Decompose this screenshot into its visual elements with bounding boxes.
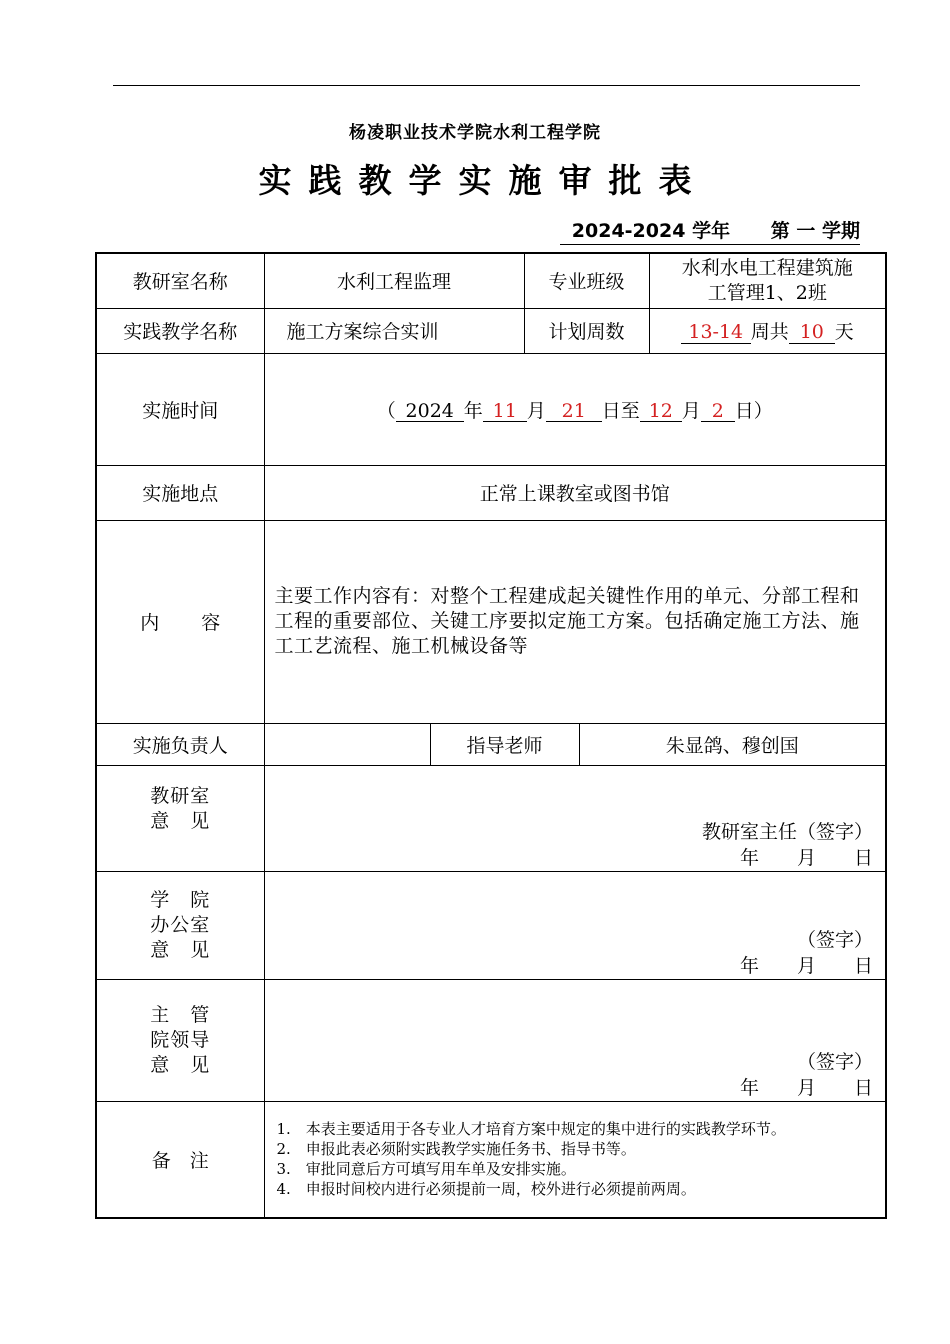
college-label-3: 意 见 <box>150 938 211 961</box>
days-unit: 天 <box>834 321 854 343</box>
end-day: 2 <box>701 401 735 423</box>
row-notes <box>96 1101 886 1218</box>
start-month: 11 <box>483 401 527 423</box>
academic-term-line <box>560 216 860 245</box>
leader-label: 实施负责人 <box>96 723 264 765</box>
weeks-label: 计划周数 <box>524 308 649 353</box>
approval-form-table <box>95 252 887 1219</box>
college-date: 年 月 日 <box>740 954 874 977</box>
dept-opinion-label-1: 教研室 <box>150 785 211 807</box>
dept-value: 水利工程监理 <box>264 253 524 308</box>
college-sign: （签字） <box>797 928 874 951</box>
time-label: 实施时间 <box>96 353 264 465</box>
term-prefix: 第 <box>770 220 790 242</box>
page-title: 实践教学实施审批表 <box>258 161 709 200</box>
course-label: 实践教学名称 <box>96 308 264 353</box>
academic-year: 2024-2024 <box>571 220 686 242</box>
row-leader-opinion <box>96 979 886 1101</box>
college-opinion-cell <box>264 871 886 979</box>
month-unit: 月 <box>526 399 546 422</box>
dept-opinion-label-2: 意 见 <box>150 810 211 832</box>
content-value: 主要工作内容有：对整个工程建成起关键性作用的单元、分部工程和工程的重要部位、关键工序要拟定施工方案。包括确定施工方法、施工工艺流程、施工机械设备等 <box>264 520 886 723</box>
content-label-1: 内 <box>140 612 160 634</box>
note-item: 3. 审批同意后方可填写用车单及安排实施。 <box>276 1160 576 1179</box>
note-item: 2. 申报此表必须附实践教学实施任务书、指导书等。 <box>276 1140 636 1159</box>
class-label: 专业班级 <box>524 253 649 308</box>
day-unit-to: 日至 <box>601 399 640 422</box>
year-unit: 年 <box>463 399 483 422</box>
end-day-unit: 日） <box>734 399 773 422</box>
course-value: 施工方案综合实训 <box>264 308 524 353</box>
days-value: 10 <box>789 322 835 344</box>
term-suffix: 学期 <box>821 220 860 242</box>
time-open: （ <box>376 399 396 422</box>
leader-value <box>264 723 430 765</box>
teacher-value: 朱显鸽、穆创国 <box>579 723 886 765</box>
academic-year-label: 学年 <box>692 220 731 242</box>
top-rule <box>113 85 860 86</box>
start-year: 2024 <box>396 401 464 423</box>
term-number: 一 <box>796 220 816 242</box>
end-month-unit: 月 <box>681 399 701 422</box>
row-dept-opinion <box>96 765 886 871</box>
leader-opinion-cell <box>264 979 886 1101</box>
leader-date: 年 月 日 <box>740 1076 874 1099</box>
college-label-1: 学 院 <box>150 888 211 911</box>
content-label-2: 容 <box>201 612 221 634</box>
end-month: 12 <box>640 401 682 423</box>
leader-op-label-2: 院领导 <box>150 1028 211 1051</box>
row-time <box>96 353 886 465</box>
dept-date: 年 月 日 <box>740 846 874 869</box>
place-label: 实施地点 <box>96 465 264 520</box>
row-course <box>96 308 886 353</box>
notes-label: 备 注 <box>96 1101 264 1218</box>
row-place <box>96 465 886 520</box>
note-item: 1. 本表主要适用于各专业人才培育方案中规定的集中进行的实践教学环节。 <box>276 1120 786 1139</box>
notes-cell <box>264 1101 886 1218</box>
note-item: 4. 申报时间校内进行必须提前一周，校外进行必须提前两周。 <box>276 1180 696 1199</box>
class-value-line2: 工管理1、2班 <box>707 281 827 304</box>
class-value-line1: 水利水电工程建筑施 <box>681 256 853 279</box>
weeks-value: 13-14 <box>681 322 751 344</box>
start-day: 21 <box>546 401 602 423</box>
leader-sign: （签字） <box>797 1050 874 1073</box>
dept-label: 教研室名称 <box>96 253 264 308</box>
row-content <box>96 520 886 723</box>
leader-op-label-1: 主 管 <box>150 1003 211 1026</box>
class-value <box>649 253 886 308</box>
weeks-mid: 周共 <box>750 321 789 343</box>
school-name: 杨凌职业技术学院水利工程学院 <box>349 123 601 143</box>
dept-sign: 教研室主任（签字） <box>702 820 874 843</box>
time-value <box>264 353 886 465</box>
leader-opinion-label <box>96 979 264 1101</box>
weeks-value-cell <box>649 308 886 353</box>
college-opinion-label <box>96 871 264 979</box>
leader-op-label-3: 意 见 <box>150 1053 211 1076</box>
row-college-opinion <box>96 871 886 979</box>
row-leader <box>96 723 886 765</box>
dept-opinion-cell <box>264 765 886 871</box>
row-dept <box>96 253 886 308</box>
teacher-label: 指导老师 <box>430 723 579 765</box>
dept-opinion-label <box>96 765 264 871</box>
place-value: 正常上课教室或图书馆 <box>264 465 886 520</box>
content-label <box>96 520 264 723</box>
college-label-2: 办公室 <box>150 913 211 936</box>
